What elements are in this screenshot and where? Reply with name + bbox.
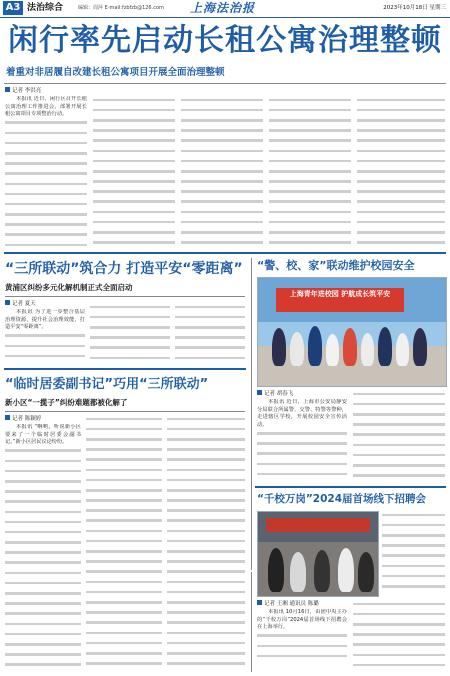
section-divider — [4, 252, 446, 254]
article4-subtitle: 新小区“一揽子”纠纷难题都被化解了 — [5, 398, 128, 407]
job-fair-photo — [257, 511, 379, 597]
article4-col-3 — [167, 415, 245, 672]
article3-title: “警、校、家”联动维护校园安全 — [257, 259, 415, 272]
article5-byline-text: 记者 王湘 通讯员 陈璐 — [264, 601, 319, 607]
article5-col-2 — [257, 609, 347, 672]
section-divider — [4, 368, 246, 370]
article4-lead: 本报讯 “啊哟，听说新小区要来了一个临时居委会副书记。”新小区居民议论纷纷。 — [5, 424, 81, 446]
article3-byline-text: 记者 胡春飞 — [264, 391, 294, 397]
article2-title: “三所联动”筑合力 打造平安“零距离” — [5, 261, 243, 277]
issue-date: 2023年10月18日 星期三 — [383, 5, 446, 11]
person-figure — [272, 328, 286, 366]
section-name: 法治综合 — [27, 3, 64, 13]
column-rule — [251, 258, 252, 570]
masthead — [0, 0, 450, 18]
photo-banner-shape — [266, 518, 370, 532]
person-figure — [358, 552, 374, 592]
person-figure — [290, 552, 306, 592]
article3-byline — [257, 390, 293, 398]
article2-byline — [5, 300, 36, 308]
divider — [5, 296, 245, 297]
person-figure — [343, 328, 357, 366]
main-headline: 闲行率先启动长租公寓治理整顿 — [8, 23, 442, 58]
editor-contact: 编辑：周萍 E-mail:fzbfzb@126.com — [78, 5, 164, 11]
article4-col-1 — [5, 424, 81, 672]
article2-lead: 本报讯 为了进一步整合基层治理资源，提升社会治理效能，打造平安“零距离”。 — [5, 309, 85, 331]
main-article-lead: 本报讯 近日，闲行区召开长租公寓治理工作推进会，部署开展长租公寓项目专项整治行动。 — [5, 96, 87, 118]
person-figure — [268, 548, 284, 592]
byline-marker-icon — [5, 300, 10, 305]
section-divider — [255, 486, 446, 488]
article4-title: “临时居委副书记”巧用“三所联动” — [5, 377, 209, 392]
article2-col-1 — [5, 309, 85, 363]
main-article-col-1 — [5, 96, 87, 248]
person-figure — [361, 333, 374, 366]
article5-col-3 — [353, 600, 445, 672]
main-byline — [5, 87, 41, 95]
article2-col-2 — [90, 303, 170, 363]
main-byline-text: 记者 李洪亮 — [12, 88, 42, 94]
article5-col-1 — [382, 511, 445, 595]
article4-col-2 — [86, 415, 162, 672]
byline-marker-icon — [257, 390, 262, 395]
person-figure — [326, 334, 339, 366]
byline-marker-icon — [257, 600, 262, 605]
divider — [5, 411, 245, 412]
divider — [4, 83, 446, 84]
photo-banner: 上海青年进校园 护航成长筑平安 — [276, 288, 404, 312]
person-figure — [314, 550, 330, 592]
article5-title: “千校万岗”2024届首场线下招聘会 — [257, 493, 427, 505]
article5-lead: 本报讯 10月16日，由团中央主办的“千校万岗”2024届首场线下招聘会在上海举行。 — [257, 609, 347, 631]
person-figure — [338, 548, 354, 592]
column-rule — [251, 572, 252, 672]
article2-byline-text: 记者 夏天 — [12, 301, 36, 307]
article2-col-3 — [175, 303, 245, 363]
article5-byline — [257, 600, 319, 608]
article4-byline — [5, 415, 41, 423]
page-number-badge: A3 — [3, 1, 23, 15]
person-figure — [378, 327, 392, 366]
article4-byline-text: 记者 陈颖婷 — [12, 416, 42, 422]
article3-lead: 本报讯 近日，上海市公安局静安分局联合所属警、交警、特警等警种，走进辖区学校，开展校园安全宣传活动。 — [257, 399, 347, 428]
article3-col-2 — [353, 390, 445, 481]
person-figure — [413, 328, 427, 366]
person-figure — [396, 333, 409, 366]
person-figure — [308, 326, 322, 366]
byline-marker-icon — [5, 415, 10, 420]
article2-subtitle: 黄浦区纠纷多元化解机制正式全面启动 — [5, 283, 133, 292]
article3-col-1 — [257, 399, 347, 481]
newspaper-brand: 上海法治报 — [190, 1, 256, 15]
main-article-col-4 — [269, 96, 351, 248]
person-figure — [290, 332, 304, 366]
main-article-col-5 — [357, 96, 445, 248]
main-subheadline: 着重对非居履自改建长租公寓项目开展全面治理整顿 — [6, 67, 225, 78]
byline-marker-icon — [5, 87, 10, 92]
main-article-col-2 — [93, 96, 175, 248]
main-article-col-3 — [181, 96, 263, 248]
school-event-photo — [257, 277, 447, 387]
